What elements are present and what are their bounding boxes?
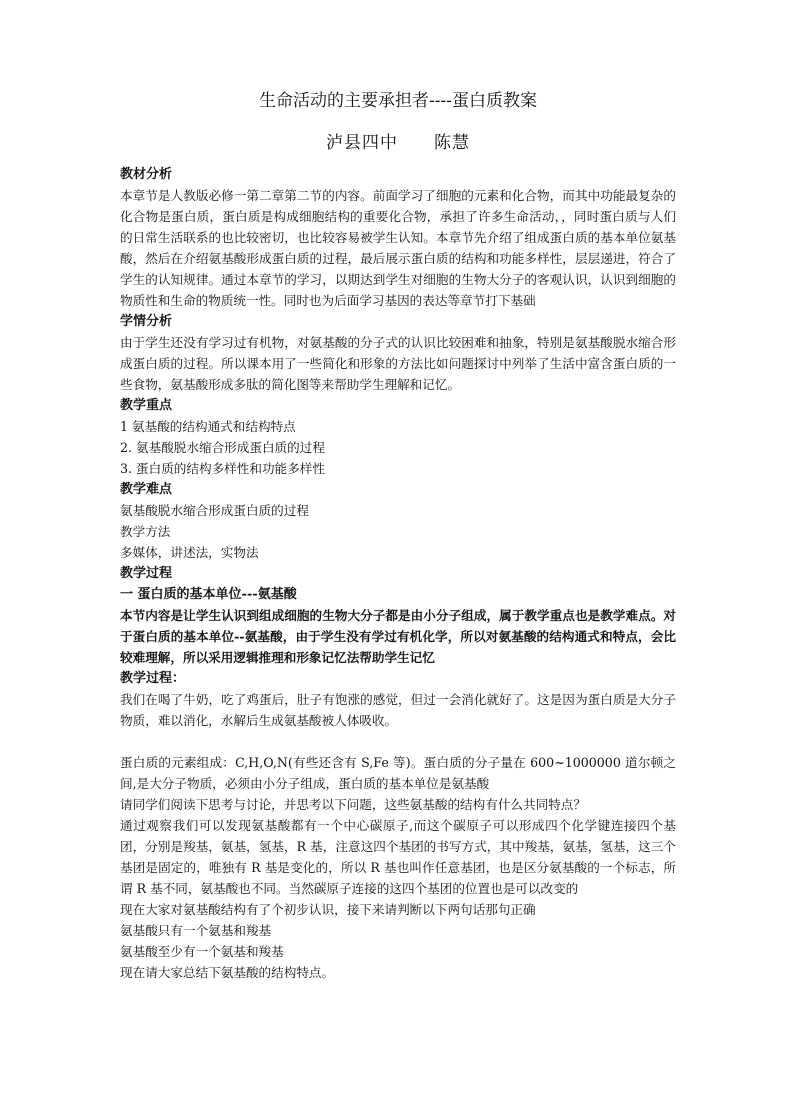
paragraph-elements: 蛋白质的元素组成：C,H,O,N(有些还含有 S,Fe 等)。蛋白质的分子量在 600~1000000 道尔顿之间,是大分子物质，必须由小分子组成，蛋白质的基本单位是氨基酸 bbox=[120, 755, 676, 791]
option-two: 氨基酸至少有一个氨基和羧基 bbox=[120, 944, 284, 959]
paragraph-milk-egg: 我们在喝了牛奶，吃了鸡蛋后，肚子有饱涨的感觉，但过一会消化就好了。这是因为蛋白质是大分子物质，难以消化，水解后生成氨基酸被人体吸收。 bbox=[120, 692, 676, 728]
section-heading-methods: 教学方法 bbox=[120, 524, 171, 539]
key-point-item: 3. 蛋白质的结构多样性和功能多样性 bbox=[120, 461, 325, 476]
key-point-item: 1 氨基酸的结构通式和结构特点 bbox=[120, 419, 296, 434]
option-one: 氨基酸只有一个氨基和羧基 bbox=[120, 923, 272, 938]
section-heading-key-points: 教学重点 bbox=[120, 398, 173, 413]
section-body-difficulties: 氨基酸脱水缩合形成蛋白质的过程 bbox=[120, 503, 309, 518]
doc-title: 生命活动的主要承担者----蛋白质教案 bbox=[259, 91, 537, 111]
section-body-materials: 本章节是人教版必修一第二章第二节的内容。前面学习了细胞的元素和化合物，而其中功能最复杂的化合物是蛋白质，蛋白质是构成细胞结构的重要化合物，承担了许多生命活动，，同时蛋白质与人们的日常生活联系的也比较密切，也比较容易被学生认知。本章节先介绍了组成蛋白质的基本单位氨基酸，然后在介绍氨基酸形成蛋白质的过程，最后展示蛋白质的结构和功能多样性，层层递进，符合了学生的认知规律。通过本章节的学习，以期达到学生对细胞的生物大分子的客观认识，认识到细胞的物质性和生命的物质统一性。同时也为后面学习基因的表达等章节打下基础 bbox=[120, 188, 676, 308]
paragraph-question: 请同学们阅读下思考与讨论，并思考以下问题，这些氨基酸的结构有什么共同特点？ bbox=[120, 797, 586, 812]
paragraph-observe: 通过观察我们可以发现氨基酸都有一个中心碳原子,而这个碳原子可以形成四个化学键连接四个基团，分别是羧基，氨基，氢基，R 基，注意这四个基团的书写方式，其中羧基，氨基，氢基，这三个基团是固定的，唯独有 R 基是变化的，所以 R 基也叫作任意基团，也是区分氨基酸的一个标志，所谓 R 基不同，氨基酸也不同。当然碳原子连接的这四个基团的位置也是可以改变的 bbox=[120, 818, 676, 896]
doc-author bbox=[120, 130, 676, 156]
paragraph-judge: 现在大家对氨基酸结构有了个初步认识，接下来请判断以下两句话那句正确 bbox=[120, 902, 536, 917]
section-heading-students: 学情分析 bbox=[120, 314, 173, 329]
section-heading-process-colon: 教学过程： bbox=[120, 671, 186, 686]
section-heading-process: 教学过程 bbox=[120, 566, 173, 581]
section-body-methods: 多媒体，讲述法，实物法 bbox=[120, 545, 259, 560]
subsection-heading-amino-acid: 一 蛋白质的基本单位---氨基酸 bbox=[120, 587, 297, 602]
section-heading-difficulties: 教学难点 bbox=[120, 482, 173, 497]
subsection-bold-intro: 本节内容是让学生认识到组成细胞的生物大分子都是由小分子组成，属于教学重点也是教学难点。对于蛋白质的基本单位--氨基酸，由于学生没有学过有机化学，所以对氨基酸的结构通式和特点，会比较难理解，所以采用逻辑推理和形象记忆法帮助学生记忆 bbox=[120, 608, 676, 665]
author-school: 泸县四中 bbox=[326, 133, 398, 153]
section-heading-materials: 教材分析 bbox=[120, 167, 173, 182]
section-body-students: 由于学生还没有学习过有机物，对氨基酸的分子式的认识比较困难和抽象，特别是氨基酸脱水缩合形成蛋白质的过程。所以课本用了一些简化和形象的方法比如问题探讨中列举了生活中富含蛋白质的一些食物，氨基酸形成多肽的简化图等来帮助学生理解和记忆。 bbox=[120, 335, 676, 392]
author-name: 陈慧 bbox=[434, 133, 470, 153]
document-page bbox=[120, 88, 676, 983]
key-point-item: 2. 氨基酸脱水缩合形成蛋白质的过程 bbox=[120, 440, 325, 455]
paragraph-summary: 现在请大家总结下氨基酸的结构特点。 bbox=[120, 965, 335, 980]
